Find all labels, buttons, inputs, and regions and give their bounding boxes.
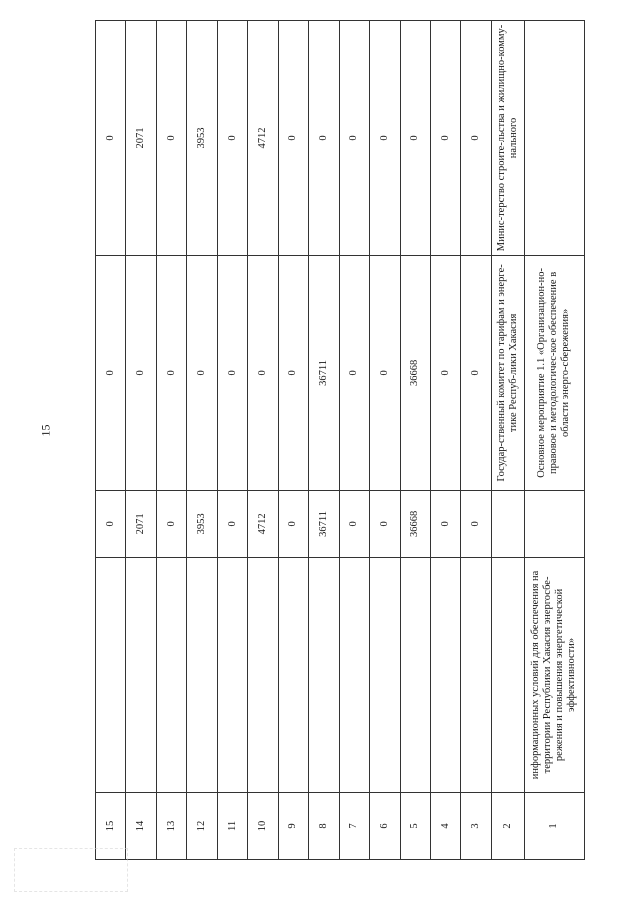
- table-row: [309, 21, 339, 860]
- table-cell: [430, 557, 460, 792]
- table-cell: 0: [370, 490, 400, 557]
- table-cell: 0: [461, 21, 491, 256]
- table-row: [96, 21, 126, 860]
- table-row: [187, 21, 217, 860]
- column-header: 2: [491, 792, 524, 859]
- table-cell: [96, 557, 126, 792]
- column-header: 14: [126, 792, 156, 859]
- table-cell: 0: [217, 255, 247, 490]
- table-cell: [248, 557, 278, 792]
- column-header: 6: [370, 792, 400, 859]
- table-cell: [370, 557, 400, 792]
- table-row: [430, 21, 460, 860]
- column-header: 10: [248, 792, 278, 859]
- table-cell: [309, 557, 339, 792]
- table-cell: [491, 490, 524, 557]
- table-cell: 0: [278, 21, 308, 256]
- table-cell: 0: [461, 255, 491, 490]
- table-cell: 4712: [248, 490, 278, 557]
- table-cell: 0: [339, 490, 369, 557]
- budget-table-container: [95, 20, 585, 860]
- table-cell: 0: [187, 255, 217, 490]
- table-cell: [400, 557, 430, 792]
- table-row: [278, 21, 308, 860]
- page-number: 15: [38, 424, 53, 437]
- table-row: [524, 21, 584, 860]
- table-cell: [491, 557, 524, 792]
- table-cell: 0: [156, 490, 186, 557]
- column-header: 4: [430, 792, 460, 859]
- table-cell: 0: [339, 21, 369, 256]
- table-cell: [339, 557, 369, 792]
- column-header: 3: [461, 792, 491, 859]
- table-cell: [461, 557, 491, 792]
- table-cell: 0: [430, 490, 460, 557]
- table-cell: 2071: [126, 21, 156, 256]
- table-cell: 0: [248, 255, 278, 490]
- column-header: 1: [524, 792, 584, 859]
- column-header: 12: [187, 792, 217, 859]
- table-cell: 0: [217, 490, 247, 557]
- table-cell: Минис-терство строите-льства и жилищно-комму-нального: [491, 21, 524, 256]
- table-cell: 0: [461, 490, 491, 557]
- table-cell: 36711: [309, 490, 339, 557]
- table-cell: [156, 557, 186, 792]
- table-cell: 0: [309, 21, 339, 256]
- table-cell: 0: [156, 21, 186, 256]
- table-cell: 36668: [400, 255, 430, 490]
- table-row: [370, 21, 400, 860]
- column-header: 8: [309, 792, 339, 859]
- table-row: [126, 21, 156, 860]
- table-cell: [278, 557, 308, 792]
- table-cell: [126, 557, 156, 792]
- table-cell: 3953: [187, 490, 217, 557]
- table-cell: [187, 557, 217, 792]
- table-cell: [217, 557, 247, 792]
- column-header: 7: [339, 792, 369, 859]
- table-cell: 0: [339, 255, 369, 490]
- scan-artifact: [14, 848, 128, 892]
- column-header: 11: [217, 792, 247, 859]
- table-cell: 0: [278, 490, 308, 557]
- table-cell: 0: [400, 21, 430, 256]
- table-row: [461, 21, 491, 860]
- table-cell: Государ-ственный комитет по тарифам и энерге-тике Респуб-лики Хакасия: [491, 255, 524, 490]
- table-cell: 2071: [126, 490, 156, 557]
- column-header: 15: [96, 792, 126, 859]
- table-row: [339, 21, 369, 860]
- table-cell: 4712: [248, 21, 278, 256]
- column-header: 9: [278, 792, 308, 859]
- table-cell: 0: [430, 21, 460, 256]
- table-row: [491, 21, 524, 860]
- table-cell: 0: [370, 255, 400, 490]
- table-row: [400, 21, 430, 860]
- table-cell: информационных условий для обеспечения на территории Республики Хакасия энергосбе-режения и повышения энергетической эффективности»: [524, 557, 584, 792]
- column-header: 5: [400, 792, 430, 859]
- table-cell: 0: [217, 21, 247, 256]
- budget-table: [95, 20, 585, 860]
- table-cell: [524, 490, 584, 557]
- column-header: 13: [156, 792, 186, 859]
- table-cell: 36668: [400, 490, 430, 557]
- table-cell: 3953: [187, 21, 217, 256]
- table-row: [217, 21, 247, 860]
- table-row: [248, 21, 278, 860]
- table-cell: 0: [96, 255, 126, 490]
- table-cell: 0: [96, 21, 126, 256]
- table-cell: 0: [156, 255, 186, 490]
- table-cell: 0: [96, 490, 126, 557]
- table-row: [156, 21, 186, 860]
- table-cell: 0: [126, 255, 156, 490]
- table-cell: 0: [430, 255, 460, 490]
- table-cell: 36711: [309, 255, 339, 490]
- table-cell: Основное мероприятие 1.1 «Организацион-но-правовое и методологичес-кое обеспечение в области энерго-сбережения»: [524, 255, 584, 490]
- table-cell: 0: [278, 255, 308, 490]
- table-cell: 0: [370, 21, 400, 256]
- table-cell: [524, 21, 584, 256]
